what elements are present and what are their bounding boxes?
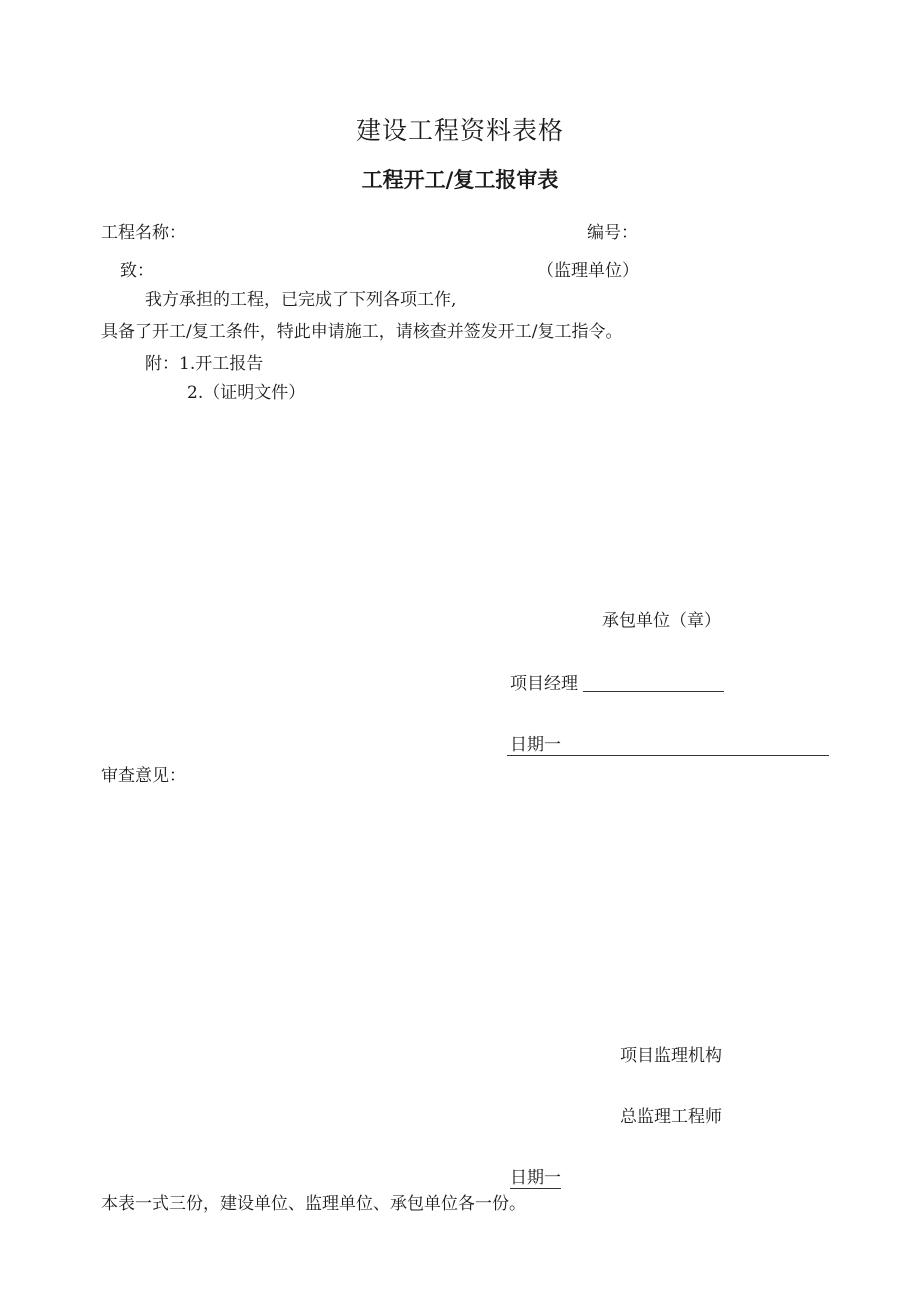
- attachment-item-1: 附：1.开工报告: [145, 354, 264, 374]
- footer-note: 本表一式三份，建设单位、监理单位、承包单位各一份。: [101, 1194, 526, 1214]
- to-label: 致：: [120, 261, 154, 281]
- document-title: 建设工程资料表格: [355, 116, 564, 145]
- attachment-item-2: 2.（证明文件）: [187, 383, 306, 403]
- supervision-org-label: 项目监理机构: [620, 1046, 722, 1066]
- project-manager-signature-line: [583, 691, 724, 692]
- application-paragraph-line-2: 具备了开工/复工条件，特此申请施工，请核查并签发开工/复工指令。: [101, 322, 623, 342]
- supervisor-date-label: 日期一: [510, 1168, 561, 1188]
- project-manager-label: 项目经理: [510, 674, 578, 694]
- chief-supervisor-label: 总监理工程师: [620, 1107, 722, 1127]
- contractor-date-label: 日期一: [510, 735, 561, 755]
- form-title: 工程开工/复工报审表: [361, 168, 559, 192]
- contractor-date-line: [507, 755, 829, 756]
- application-paragraph-line-1: 我方承担的工程，已完成了下列各项工作,: [145, 290, 457, 310]
- contractor-seal-label: 承包单位（章）: [602, 611, 721, 631]
- project-name-label: 工程名称：: [101, 223, 186, 243]
- serial-number-label: 编号：: [587, 223, 638, 243]
- review-opinion-label: 审查意见：: [101, 766, 186, 786]
- supervisor-unit-label: （监理单位）: [537, 261, 639, 281]
